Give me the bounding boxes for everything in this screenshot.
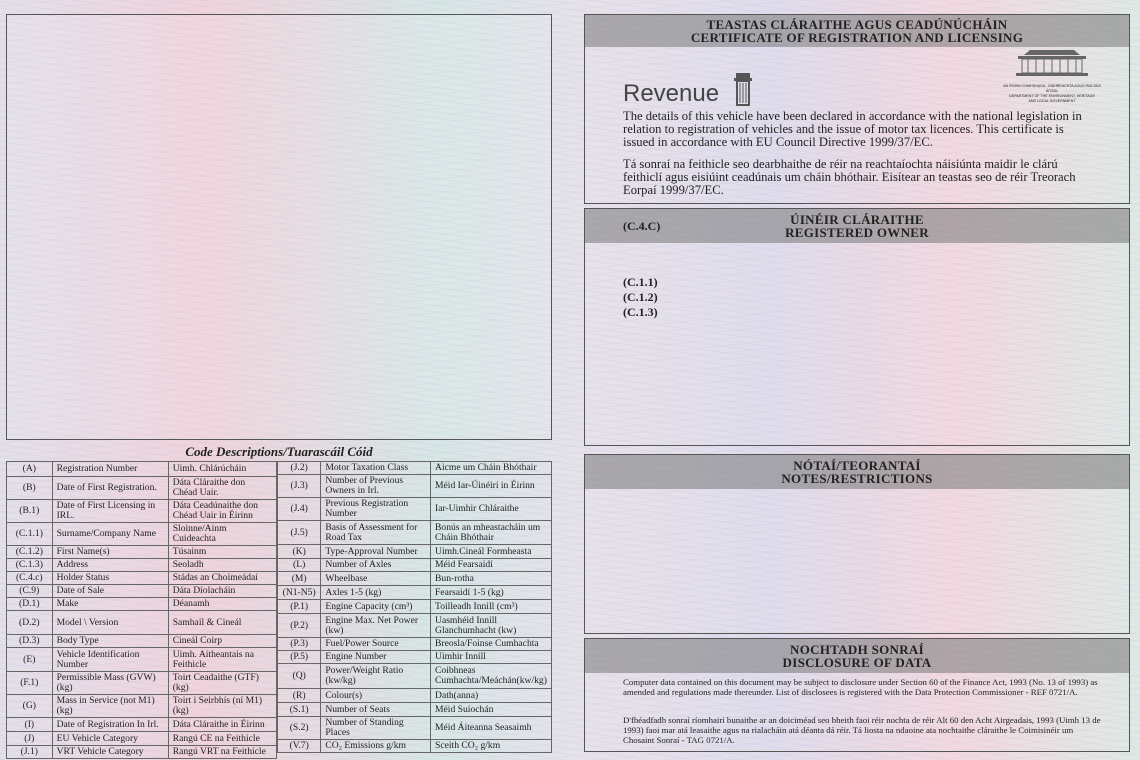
code-row xyxy=(7,559,277,572)
code-row xyxy=(7,611,277,635)
code-row xyxy=(278,740,552,753)
code-english-cell: Engine Max. Net Power (kw) xyxy=(321,614,431,638)
owner-surname-code: (C.1.1) xyxy=(623,275,658,289)
code-cell: (J.5) xyxy=(278,521,321,545)
code-cell: (S.2) xyxy=(278,717,321,740)
code-irish-cell: Fearsaidí 1-5 (kg) xyxy=(431,586,552,600)
code-row xyxy=(278,559,552,572)
code-row xyxy=(278,717,552,740)
certificate-panel xyxy=(584,14,1130,204)
code-english-cell: Body Type xyxy=(52,635,168,648)
code-cell: (J.3) xyxy=(278,475,321,498)
code-irish-cell: Iar-Uimhir Chláraithe xyxy=(431,498,552,521)
code-row xyxy=(278,462,552,475)
code-irish-cell: Túsainm xyxy=(168,546,276,559)
registered-owner-panel xyxy=(584,208,1130,446)
code-irish-cell: Dáta Cláraithe don Chéad Uair. xyxy=(168,477,276,500)
code-irish-cell: Stádas an Choimeádaí xyxy=(168,572,276,585)
code-row xyxy=(278,664,552,689)
certificate-header xyxy=(585,15,1129,47)
code-cell: (D.1) xyxy=(7,598,53,611)
blank-panel xyxy=(6,14,552,440)
code-irish-cell: Sloinne/Ainm Cuideachta xyxy=(168,523,276,546)
code-row xyxy=(278,586,552,600)
department-logo xyxy=(1003,49,1101,104)
code-english-cell: Model \ Version xyxy=(52,611,168,635)
code-irish-cell: Bonús an mheastacháin um Cháin Bhóthair xyxy=(431,521,552,545)
code-cell: (K) xyxy=(278,545,321,559)
code-english-cell: VRT Vehicle Category xyxy=(52,746,168,759)
code-irish-cell: Dáta Ceadúnaithe don Chéad Uair in Éirinn xyxy=(168,500,276,523)
codes-table-left xyxy=(6,461,277,759)
code-irish-cell: Uimh. Aitheantais na Feithicle xyxy=(168,648,276,672)
code-english-cell: EU Vehicle Category xyxy=(52,732,168,746)
code-cell: (J.2) xyxy=(278,462,321,475)
code-row xyxy=(278,689,552,703)
code-row xyxy=(278,651,552,664)
certificate-title-english: CERTIFICATE OF REGISTRATION AND LICENSING xyxy=(690,30,1024,45)
code-irish-cell: Toirt i Seirbhís (ní M1) (kg) xyxy=(168,695,276,718)
code-english-cell: Number of Seats xyxy=(321,703,431,717)
code-english-cell: CO₂ Emissions g/km xyxy=(321,740,431,753)
code-row xyxy=(7,477,277,500)
owner-fields xyxy=(623,275,658,320)
owner-title-irish: ÚINÉIR CLÁRAITHE xyxy=(790,212,924,227)
disclosure-text-irish: D'fhéadfadh sonraí ríomhairí bunaithe ar an doiciméad seo bheith faoi réir nochta de réir Alt 60 den Acht Airgeadais, 1993 (Uimh 13 de 1993) faoi mar atá leasaithe agus na rialacháin atá déanta dá réir. Tá liosta na ndaoine ata nochtaithe cláraithe le Coimisinéir um Chosaint Sonraí - TAG 0721/A. xyxy=(623,715,1101,745)
code-english-cell: Holder Status xyxy=(52,572,168,585)
code-irish-cell: Dath(anna) xyxy=(431,689,552,703)
code-cell: (F.1) xyxy=(7,672,53,695)
code-irish-cell: Méid Fearsaidí xyxy=(431,559,552,572)
code-irish-cell: Déanamh xyxy=(168,598,276,611)
codes-table-right xyxy=(277,461,552,753)
code-cell: (B.1) xyxy=(7,500,53,523)
code-row xyxy=(278,498,552,521)
owner-address-code: (C.1.3) xyxy=(623,305,658,319)
code-irish-cell: Toilleadh Innill (cm³) xyxy=(431,600,552,614)
code-row xyxy=(278,572,552,586)
code-english-cell: Number of Previous Owners in Irl. xyxy=(321,475,431,498)
code-cell: (C.9) xyxy=(7,585,53,598)
harp-icon xyxy=(730,71,756,107)
disclosure-panel xyxy=(584,638,1130,752)
code-english-cell: Registration Number xyxy=(52,462,168,477)
code-cell: (P.1) xyxy=(278,600,321,614)
code-irish-cell: Uasmhéid Innill Glanchumhacht (kw) xyxy=(431,614,552,638)
code-english-cell: Make xyxy=(52,598,168,611)
code-english-cell: Previous Registration Number xyxy=(321,498,431,521)
notes-title-english: NOTES/RESTRICTIONS xyxy=(781,471,933,486)
code-english-cell: Wheelbase xyxy=(321,572,431,586)
code-english-cell: Number of Standing Places xyxy=(321,717,431,740)
code-row xyxy=(7,500,277,523)
code-irish-cell: Dáta Díolacháin xyxy=(168,585,276,598)
department-name-irish: AN ROINN COMHSHAOIL, OIDHREACHTA AGUS RIALTAIS ÁITIÚIL xyxy=(1003,84,1101,93)
code-english-cell: Address xyxy=(52,559,168,572)
owner-header xyxy=(585,209,1129,243)
code-english-cell: Permissible Mass (GVW) (kg) xyxy=(52,672,168,695)
code-irish-cell: Samhail & Cineál xyxy=(168,611,276,635)
code-english-cell: Fuel/Power Source xyxy=(321,638,431,651)
notes-header xyxy=(585,455,1129,489)
code-row xyxy=(278,638,552,651)
code-row xyxy=(7,462,277,477)
revenue-logo-text: Revenue xyxy=(623,80,720,107)
code-english-cell: Engine Capacity (cm³) xyxy=(321,600,431,614)
code-english-cell: Date of Sale xyxy=(52,585,168,598)
code-cell: (A) xyxy=(7,462,53,477)
code-row xyxy=(7,648,277,672)
code-irish-cell: Uimh.Cineál Formheasta xyxy=(431,545,552,559)
revenue-logo xyxy=(623,71,756,108)
code-cell: (P.5) xyxy=(278,651,321,664)
code-english-cell: Date of First Licensing in IRL. xyxy=(52,500,168,523)
disclosure-text-english: Computer data contained on this document may be subject to disclosure under Section 60 of the Finance Act, 1993 (No. 13 of 1993) as amended and regulations made thereunder. List of disclosees is registered with the Data Protection Commissioner - REF 0721/A. xyxy=(623,677,1098,697)
code-irish-cell: Aicme um Cháin Bhóthair xyxy=(431,462,552,475)
owner-code: (C.4.C) xyxy=(623,219,661,233)
code-row xyxy=(278,600,552,614)
code-irish-cell: Sceith CO₂ g/km xyxy=(431,740,552,753)
code-english-cell: Engine Number xyxy=(321,651,431,664)
code-english-cell: Motor Taxation Class xyxy=(321,462,431,475)
code-english-cell: Power/Weight Ratio (kw/kg) xyxy=(321,664,431,689)
certificate-text-irish: Tá sonraí na feithicle seo dearbhaithe de réir na reachtaíochta náisiúnta maidir le clárú feithiclí agus eisiúint ceadúnais um cháin bhóthair. Eisítear an teastas seo de réir Treorach Eorpaí 1999/37/EC. xyxy=(623,157,1076,197)
certificate-title-irish: TEASTAS CLÁRAITHE AGUS CEADÚNÚCHÁIN xyxy=(706,17,1008,32)
disclosure-header xyxy=(585,639,1129,673)
code-row xyxy=(7,718,277,732)
certificate-text-english: The details of this vehicle have been declared in accordance with the national legislation in relation to registration of vehicles and the issue of motor tax licences. This certificate is issued in accordance with EU Council Directive 1999/37/EC. xyxy=(623,109,1082,149)
disclosure-title-english: DISCLOSURE OF DATA xyxy=(782,655,932,670)
code-row xyxy=(278,521,552,545)
department-name-english-2: AND LOCAL GOVERNMENT xyxy=(1028,99,1076,103)
code-cell: (G) xyxy=(7,695,53,718)
code-row xyxy=(7,585,277,598)
code-cell: (C.1.1) xyxy=(7,523,53,546)
code-cell: (E) xyxy=(7,648,53,672)
code-irish-cell: Uimh. Chlárúcháin xyxy=(168,462,276,477)
code-cell: (D.2) xyxy=(7,611,53,635)
owner-firstname-code: (C.1.2) xyxy=(623,290,658,304)
code-irish-cell: Méid Iar-Úinéirí in Éirinn xyxy=(431,475,552,498)
code-row xyxy=(7,635,277,648)
code-cell: (Q) xyxy=(278,664,321,689)
government-building-icon xyxy=(1014,49,1090,79)
code-cell: (J.4) xyxy=(278,498,321,521)
code-irish-cell: Toirt Ceadaithe (GTF) (kg) xyxy=(168,672,276,695)
code-cell: (R) xyxy=(278,689,321,703)
code-cell: (C.1.3) xyxy=(7,559,53,572)
code-irish-cell: Coibhneas Cumhachta/Meáchán(kw/kg) xyxy=(431,664,552,689)
code-row xyxy=(278,703,552,717)
code-irish-cell: Rangú VRT na Feithicle xyxy=(168,746,276,759)
code-irish-cell: Breosla/Foinse Cumhachta xyxy=(431,638,552,651)
code-cell: (B) xyxy=(7,477,53,500)
code-row xyxy=(278,545,552,559)
codes-title: Code Descriptions/Tuarascáil Cóid xyxy=(185,444,373,459)
code-english-cell: First Name(s) xyxy=(52,546,168,559)
department-name-english-1: DEPARTMENT OF THE ENVIRONMENT, HERITAGE xyxy=(1009,94,1095,98)
owner-title-english: REGISTERED OWNER xyxy=(785,225,929,240)
code-row xyxy=(7,672,277,695)
code-cell: (M) xyxy=(278,572,321,586)
code-cell: (P.3) xyxy=(278,638,321,651)
code-english-cell: Colour(s) xyxy=(321,689,431,703)
code-row xyxy=(7,695,277,718)
code-cell: (V.7) xyxy=(278,740,321,753)
code-cell: (P.2) xyxy=(278,614,321,638)
code-cell: (L) xyxy=(278,559,321,572)
code-irish-cell: Uimhir Innill xyxy=(431,651,552,664)
code-row xyxy=(7,598,277,611)
code-english-cell: Mass in Service (not M1) (kg) xyxy=(52,695,168,718)
code-row xyxy=(7,746,277,759)
code-english-cell: Date of Registration In Irl. xyxy=(52,718,168,732)
code-irish-cell: Rangú CE na Feithicle xyxy=(168,732,276,746)
code-row xyxy=(278,614,552,638)
code-cell: (D.3) xyxy=(7,635,53,648)
code-english-cell: Vehicle Identification Number xyxy=(52,648,168,672)
code-cell: (S.1) xyxy=(278,703,321,717)
code-english-cell: Date of First Registration. xyxy=(52,477,168,500)
code-cell: (N1-N5) xyxy=(278,586,321,600)
code-row xyxy=(7,523,277,546)
code-english-cell: Axles 1-5 (kg) xyxy=(321,586,431,600)
notes-title-irish: NÓTAÍ/TEORANTAÍ xyxy=(793,458,921,473)
code-irish-cell: Méid Suíochán xyxy=(431,703,552,717)
code-row xyxy=(7,572,277,585)
code-irish-cell: Bun-rotha xyxy=(431,572,552,586)
code-row xyxy=(7,546,277,559)
code-english-cell: Basis of Assessment for Road Tax xyxy=(321,521,431,545)
code-row xyxy=(278,475,552,498)
code-english-cell: Number of Axles xyxy=(321,559,431,572)
code-cell: (J.1) xyxy=(7,746,53,759)
code-cell: (J) xyxy=(7,732,53,746)
code-english-cell: Surname/Company Name xyxy=(52,523,168,546)
code-english-cell: Type-Approval Number xyxy=(321,545,431,559)
code-irish-cell: Dáta Cláraithe in Éirinn xyxy=(168,718,276,732)
code-irish-cell: Méid Áiteanna Seasaimh xyxy=(431,717,552,740)
disclosure-title-irish: NOCHTADH SONRAÍ xyxy=(790,642,924,657)
code-cell: (C.4.c) xyxy=(7,572,53,585)
code-irish-cell: Cineál Coirp xyxy=(168,635,276,648)
code-cell: (I) xyxy=(7,718,53,732)
notes-panel xyxy=(584,454,1130,634)
code-irish-cell: Seoladh xyxy=(168,559,276,572)
code-cell: (C.1.2) xyxy=(7,546,53,559)
code-row xyxy=(7,732,277,746)
